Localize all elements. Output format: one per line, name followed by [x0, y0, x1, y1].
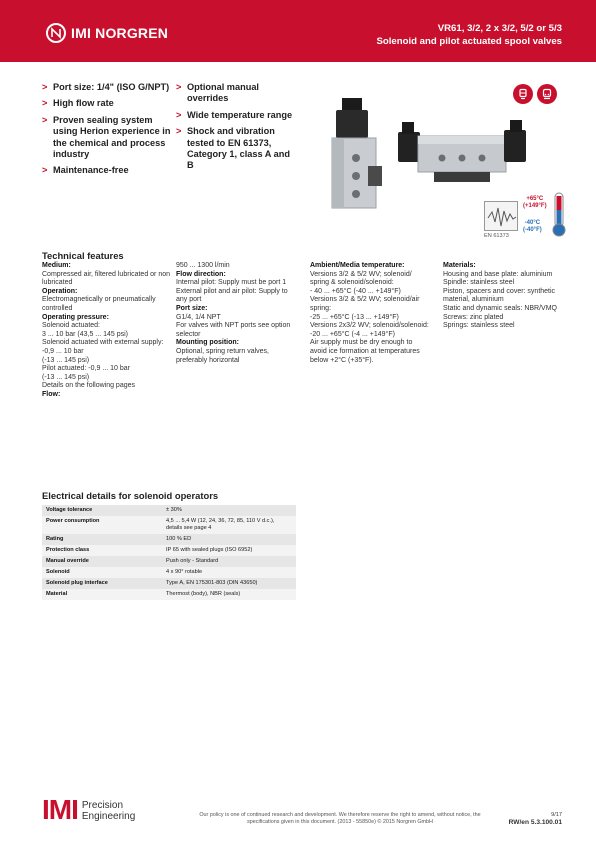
tech-text: Springs: stainless steel	[443, 322, 515, 330]
norgren-mark-icon	[46, 23, 66, 43]
header-bar	[0, 0, 596, 62]
spec-key: Power consumption	[42, 516, 162, 534]
spec-value: Push only - Standard	[162, 556, 296, 567]
tech-text: Screws: zinc plated	[443, 313, 504, 321]
tech-heading: Operating pressure:	[42, 313, 109, 321]
vibration-icon	[484, 201, 518, 231]
footer-disclaimer: Our policy is one of continued research and development. We therefore reserve the right to amend, without notice, the specifications given in this document. (2013 - 55850e) © 2015 Norgren GmbH	[199, 812, 481, 825]
feature-item: > Port size: 1/4" (ISO G/NPT)	[42, 82, 170, 92]
footer-page-info	[509, 812, 562, 826]
electrical-title: Electrical details for solenoid operators	[42, 490, 219, 501]
tech-heading: Ambient/Media temperature:	[310, 262, 405, 269]
spec-key: Protection class	[42, 545, 162, 556]
tech-text: Optional, spring return valves, preferably horizontal	[176, 347, 269, 364]
spec-value: 4,5 ... 5,4 W (12, 24, 36, 72, 85, 110 V d.c.), details see page 4	[162, 516, 296, 534]
tech-col-3	[310, 262, 430, 365]
tech-text: Static and dynamic seals: NBR/VMQ	[443, 304, 557, 312]
application-icons	[513, 84, 557, 104]
tech-text: - 40 ... +65°C (-40 ... +149°F)	[310, 287, 401, 295]
tech-heading: Medium:	[42, 262, 71, 269]
tech-text: Air supply must be dry enough to avoid ice formation at temperatures below +2°C (+35°F).	[310, 339, 420, 364]
tech-text: Internal pilot: Supply must be port 1	[176, 279, 287, 287]
temp-high-label: +65°C (+149°F)	[523, 196, 547, 209]
spec-value: Thermost (body), NBR (seals)	[162, 589, 296, 600]
table-row	[42, 589, 296, 600]
rail-vehicle-icon	[513, 84, 533, 104]
features-list-left	[42, 82, 172, 182]
table-row	[42, 578, 296, 589]
page-title	[376, 22, 562, 48]
spec-value: 100 % ED	[162, 534, 296, 545]
tech-text: G1/4, 1/4 NPT	[176, 313, 221, 321]
spec-value: Type A, EN 175301-803 (DIN 43650)	[162, 578, 296, 589]
imi-wordmark: IMI	[42, 794, 78, 825]
title-line-2: Solenoid and pilot actuated spool valves	[376, 36, 562, 47]
title-line-1: VR61, 3/2, 2 x 3/2, 5/2 or 5/3	[437, 23, 562, 34]
valve-vertical-image	[322, 98, 394, 218]
tech-heading: Flow:	[42, 390, 61, 398]
tech-text: 3 ... 10 bar (43,5 ... 145 psi)	[42, 330, 128, 338]
tech-text: (-13 ... 145 psi)	[42, 356, 90, 364]
spec-key: Solenoid plug interface	[42, 578, 162, 589]
spec-value: 4 x 90° rotable	[162, 567, 296, 578]
tech-text: Details on the following pages	[42, 382, 136, 390]
tech-text: -20 ... +65°C (-4 ... +149°F)	[310, 330, 395, 338]
tech-text: Spindle: stainless steel	[443, 279, 515, 287]
spec-value: IP 65 with sealed plugs (ISO 6952)	[162, 545, 296, 556]
spec-key: Solenoid	[42, 567, 162, 578]
tech-text: (-13 ... 145 psi)	[42, 373, 90, 381]
tech-text: Solenoid actuated:	[42, 322, 100, 330]
feature-item: > Shock and vibration tested to EN 61373, Category 1, class A and B	[176, 126, 290, 171]
tech-text: Solenoid actuated with external supply: -0,9 ... 10 bar	[42, 339, 164, 355]
tech-text: External pilot and air pilot: Supply to any port	[176, 287, 288, 304]
valve-horizontal-image	[398, 118, 528, 190]
train-icon	[537, 84, 557, 104]
spec-key: Material	[42, 589, 162, 600]
tech-heading: Materials:	[443, 262, 476, 269]
tech-text: Versions 3/2 & 5/2 WV; solenoid/ spring & solenoid/solenoid:	[310, 270, 412, 287]
tech-col-1	[42, 262, 177, 400]
table-row	[42, 534, 296, 545]
tech-col-4	[443, 262, 568, 331]
tech-heading: Mounting position:	[176, 339, 239, 347]
feature-item: > Maintenance-free	[42, 165, 129, 176]
tech-text: Housing and base plate: aluminium	[443, 270, 553, 278]
spec-value: ± 30%	[162, 505, 296, 516]
imi-precision-logo	[42, 794, 136, 825]
table-row	[42, 516, 296, 534]
technical-features-title: Technical features	[42, 250, 124, 261]
tech-text: For valves with NPT ports see option selector	[176, 322, 291, 338]
tech-text: Piston, spacers and cover: synthetic material, aluminium	[443, 287, 556, 304]
doc-code: RW/en 5.3.100.01	[508, 819, 562, 826]
tech-text: Electromagnetically or pneumatically controlled	[42, 296, 156, 312]
tech-heading: Port size:	[176, 304, 208, 312]
brand-logo	[46, 22, 168, 44]
tech-text: Versions 2x3/2 WV; solenoid/solenoid:	[310, 322, 429, 330]
tech-text: Compressed air, filtered lubricated or non lubricated	[42, 270, 171, 287]
feature-item: > Wide temperature range	[176, 109, 293, 120]
tech-text: -25 ... +65°C (-13 ... +149°F)	[310, 313, 399, 321]
en-standard-label: EN 61373	[484, 233, 509, 239]
thermometer-icon	[551, 192, 567, 238]
spec-key: Rating	[42, 534, 162, 545]
feature-item: > High flow rate	[42, 98, 114, 109]
table-row	[42, 545, 296, 556]
tech-text: Pilot actuated: -0,9 ... 10 bar	[42, 365, 130, 373]
tech-text: 950 ... 1300 l/min	[176, 262, 230, 269]
features-list-right	[176, 82, 296, 177]
page-number: 9/17	[551, 812, 562, 818]
spec-key: Manual override	[42, 556, 162, 567]
table-row	[42, 567, 296, 578]
tech-heading: Operation:	[42, 287, 78, 295]
tech-col-2	[176, 262, 294, 365]
electrical-table	[42, 505, 296, 600]
tech-text: Versions 3/2 & 5/2 WV; solenoid/air spring:	[310, 296, 420, 312]
spec-key: Voltage tolerance	[42, 505, 162, 516]
brand-name: IMI NORGREN	[71, 25, 169, 41]
table-row	[42, 556, 296, 567]
temp-low-label: -40°C (-40°F)	[523, 220, 542, 233]
feature-item: > Proven sealing system using Herion experience in the chemical and process industry	[42, 114, 171, 160]
table-row	[42, 505, 296, 516]
tech-heading: Flow direction:	[176, 270, 226, 278]
feature-item: > Optional manual overrides	[176, 82, 259, 104]
precision-engineering: Precision Engineering	[81, 800, 136, 822]
